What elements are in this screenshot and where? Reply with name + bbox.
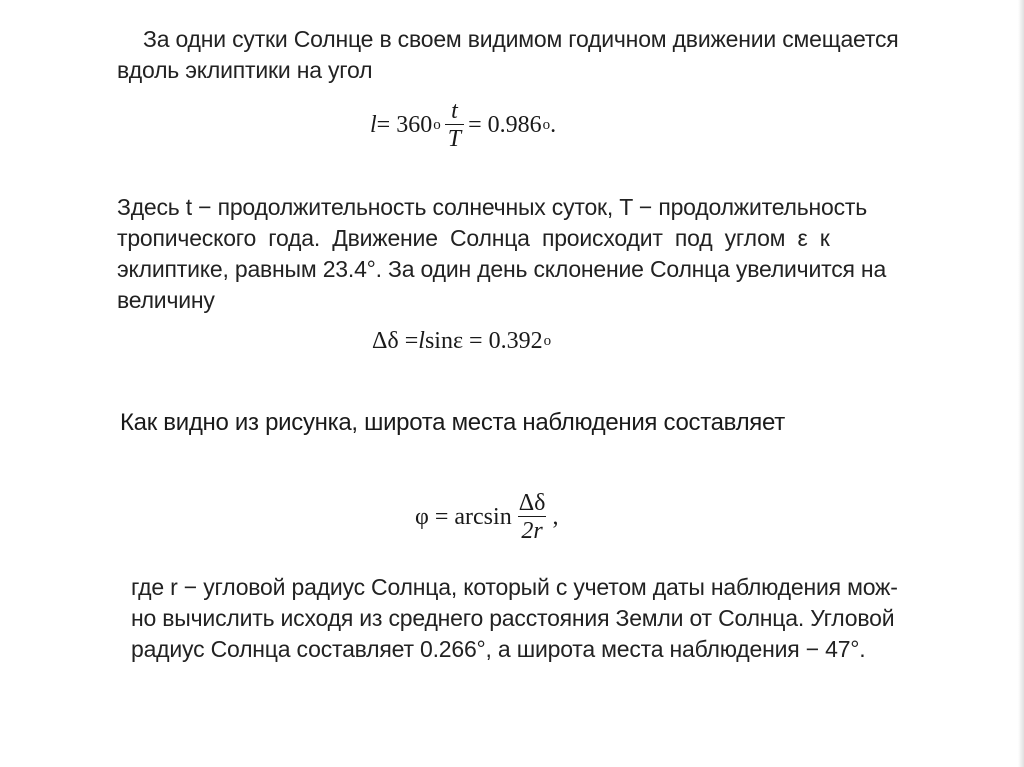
paragraph-conclusion xyxy=(131,572,898,665)
paragraph-definitions xyxy=(117,192,887,316)
formula-declination-change xyxy=(372,328,551,355)
formula-text: , xyxy=(552,504,559,530)
text-line: радиус Солнца составляет 0.266°, а широта места наблюдения − 47°. xyxy=(131,636,866,662)
text-line: где r − угловой радиус Солнца, который с учетом даты наблюдения мож- xyxy=(131,574,898,600)
slide-edge-shadow xyxy=(1018,0,1024,767)
degree-sign: o xyxy=(542,117,551,133)
formula-ecliptic-angle xyxy=(370,98,556,153)
degree-sign: o xyxy=(543,333,552,349)
formula-text: . xyxy=(550,112,557,138)
formula-text: Δδ = xyxy=(372,328,419,354)
fraction-delta-over-2r xyxy=(516,490,549,545)
fraction-numerator: t xyxy=(451,98,458,124)
text-line: величину xyxy=(117,287,215,313)
text-line: Здесь t − продолжительность солнечных суток, T − продолжительность xyxy=(117,194,868,220)
text-line: За одни сутки Солнце в своем видимом годичном движении смещается xyxy=(143,26,899,52)
fraction-numerator: Δδ xyxy=(518,490,546,516)
text-line: эклиптике, равным 23.4°. За один день склонение Солнца увеличится на xyxy=(117,256,887,282)
fraction-denominator: T xyxy=(445,124,464,153)
latitude-statement: Как видно из рисунка, широта места наблюдения составляет xyxy=(120,409,785,436)
formula-symbol-l: l xyxy=(370,112,377,138)
formula-text: φ = arcsin xyxy=(415,504,512,530)
formula-text: = 0.986 xyxy=(468,112,542,138)
text-line: тропического года. Движение Солнца происходит под углом ε к xyxy=(117,225,830,251)
fraction-denominator: 2r xyxy=(518,516,545,545)
paragraph-intro xyxy=(117,24,899,86)
fraction-t-over-T xyxy=(445,98,464,153)
text-line: вдоль эклиптики на угол xyxy=(117,57,373,83)
formula-text: = 360 xyxy=(376,112,433,138)
formula-symbol-l: l xyxy=(418,328,425,354)
degree-sign: o xyxy=(433,117,441,133)
text-line: но вычислить исходя из среднего расстояния Земли от Солнца. Угловой xyxy=(131,605,895,631)
formula-text: sinε = 0.392 xyxy=(424,328,543,354)
formula-latitude xyxy=(415,490,558,545)
